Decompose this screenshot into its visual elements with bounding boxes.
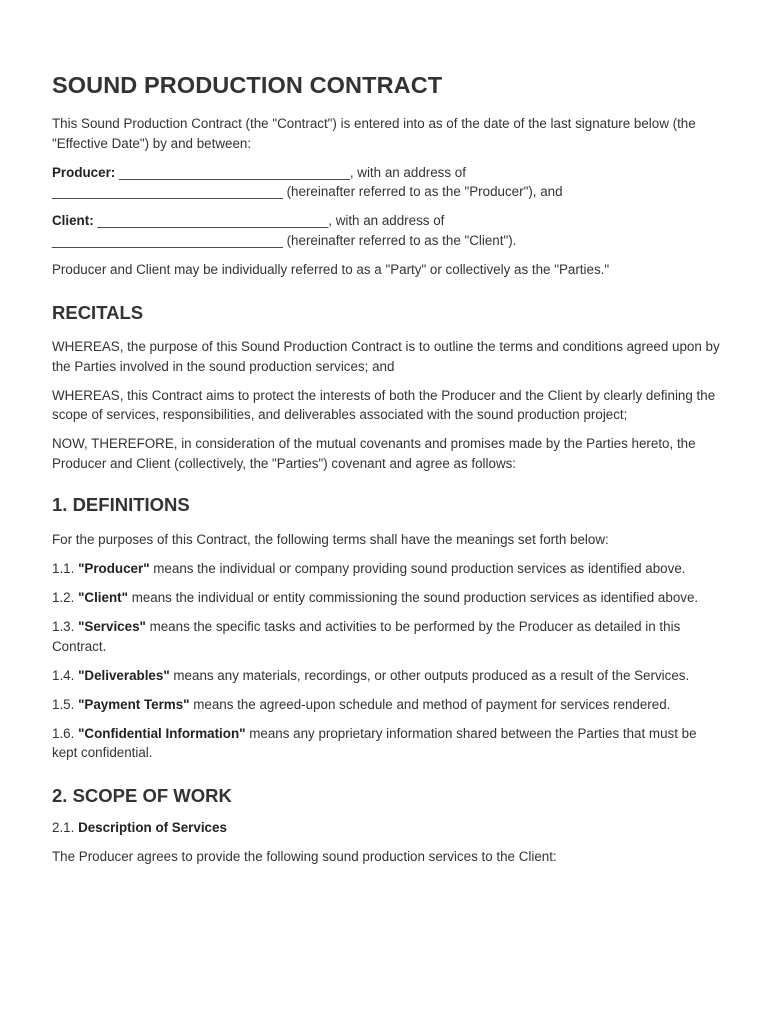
- definition-term: "Confidential Information": [78, 725, 246, 741]
- intro-paragraph: This Sound Production Contract (the "Contract") is entered into as of the date of the last signature below (the "Effective Date") by and between:: [52, 116, 696, 151]
- definition-text: means the individual or entity commissioning the sound production services as identified above.: [127, 590, 699, 605]
- producer-tail-text: (hereinafter referred to as the "Producer"), and: [282, 184, 563, 199]
- definition-text: means any materials, recordings, or other outputs produced as a result of the Services.: [169, 667, 690, 683]
- producer-label: Producer:: [52, 164, 116, 180]
- definition-term: "Producer": [78, 561, 150, 576]
- definition-text: means any proprietary information shared between the Parties that must be kept confidential.: [52, 725, 697, 760]
- recitals-heading: RECITALS: [52, 302, 144, 323]
- producer-line: [52, 163, 722, 202]
- producer-mid-text: , with an address of: [349, 164, 466, 180]
- parties-note: Producer and Client may be individually referred to as a "Party" or collectively as the "Parties.": [52, 261, 610, 277]
- definition-item: [52, 695, 722, 715]
- producer-name-blank: _______________________________: [115, 164, 350, 180]
- definition-term: "Services": [78, 619, 146, 634]
- definitions-heading: 1. DEFINITIONS: [52, 494, 190, 515]
- client-line: [52, 211, 722, 250]
- scope-subheading: [52, 818, 722, 838]
- contract-page: [52, 70, 722, 876]
- definition-item: [52, 666, 722, 686]
- definition-number: 1.3.: [52, 619, 79, 634]
- scope-sub-number: 2.1.: [52, 819, 79, 835]
- recital-paragraph: NOW, THEREFORE, in consideration of the mutual covenants and promises made by the Parties hereto, the Producer and Client (collectively, the "Parties") covenant and agree as follows:: [52, 436, 696, 471]
- client-name-blank: _______________________________: [93, 213, 329, 228]
- definition-item: [52, 617, 722, 656]
- definition-number: 1.4.: [52, 667, 79, 683]
- definition-item: [52, 559, 722, 579]
- producer-address-blank: _______________________________: [52, 184, 283, 199]
- definition-term: "Payment Terms": [78, 696, 190, 712]
- client-mid-text: , with an address of: [328, 213, 445, 228]
- definition-item: [52, 588, 722, 608]
- client-label: Client:: [52, 213, 94, 228]
- definition-term: "Deliverables": [78, 667, 170, 683]
- recital-paragraph: WHEREAS, this Contract aims to protect the interests of both the Producer and the Client by clearly defining the scope of services, responsibilities, and deliverables associated with the sound production project;: [52, 387, 716, 422]
- client-tail-text: (hereinafter referred to as the "Client").: [282, 232, 517, 248]
- definitions-intro: For the purposes of this Contract, the following terms shall have the meanings set forth below:: [52, 532, 609, 547]
- scope-heading: 2. SCOPE OF WORK: [52, 784, 232, 806]
- recital-paragraph: WHEREAS, the purpose of this Sound Production Contract is to outline the terms and conditions agreed upon by the Parties involved in the sound production services; and: [52, 339, 720, 374]
- definition-text: means the individual or company providing sound production services as identified above.: [149, 561, 686, 576]
- definition-number: 1.2.: [52, 590, 79, 605]
- client-address-blank: _______________________________: [52, 232, 283, 248]
- definition-number: 1.1.: [52, 561, 79, 576]
- page-title: SOUND PRODUCTION CONTRACT: [52, 72, 443, 98]
- definition-term: "Client": [78, 590, 128, 605]
- definition-number: 1.6.: [52, 725, 79, 741]
- definition-text: means the agreed-upon schedule and method of payment for services rendered.: [189, 696, 671, 712]
- scope-paragraph: The Producer agrees to provide the following sound production services to the Client:: [52, 848, 557, 864]
- scope-sub-title: Description of Services: [78, 819, 227, 835]
- definition-number: 1.5.: [52, 696, 79, 712]
- definition-item: [52, 724, 722, 763]
- definition-text: means the specific tasks and activities to be performed by the Producer as detailed in this Contract.: [52, 619, 681, 654]
